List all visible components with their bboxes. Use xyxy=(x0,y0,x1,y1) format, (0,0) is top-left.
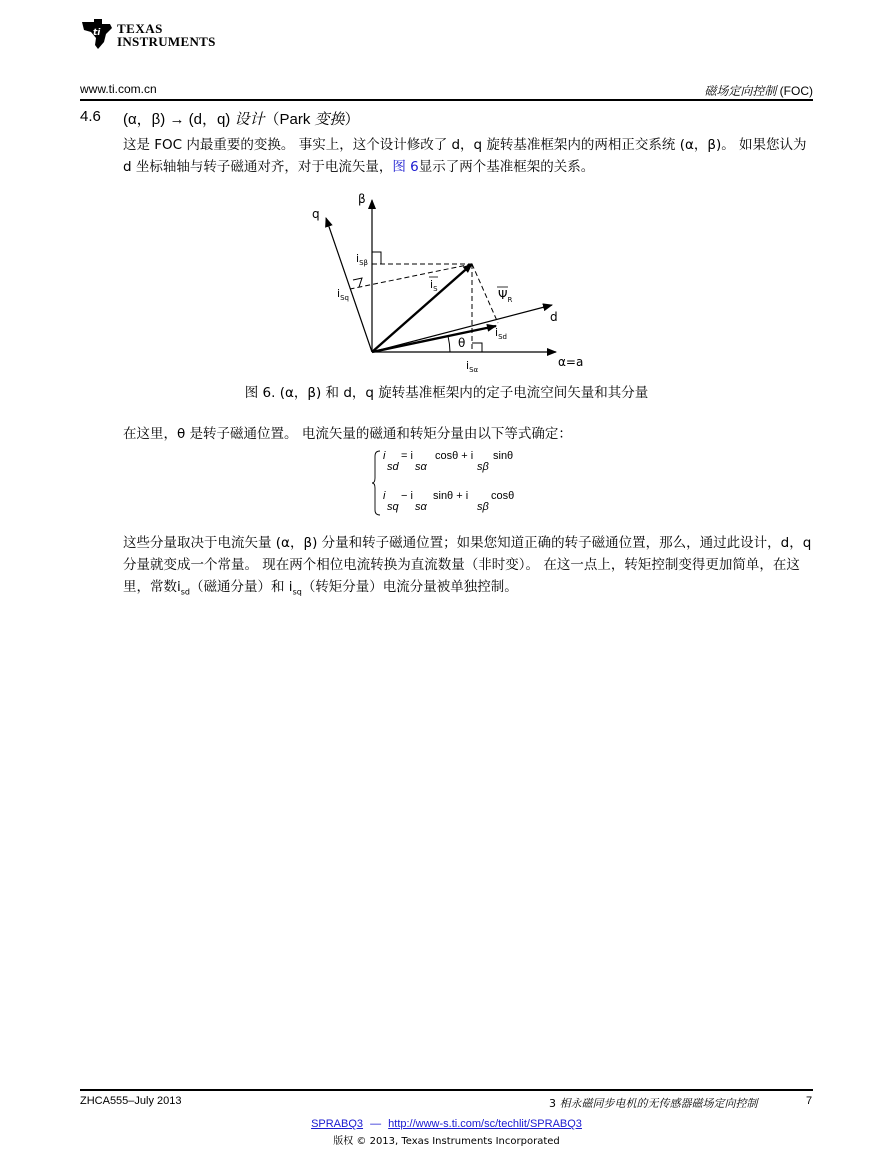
footer-rule xyxy=(80,1089,813,1091)
figure-link[interactable]: 图 6 xyxy=(392,159,419,175)
eq2-t1-fn: sinθ + i xyxy=(433,490,469,502)
equation-block xyxy=(371,448,571,520)
label-is: $i_S$ xyxy=(430,278,438,293)
paragraph-components-sub1: sd xyxy=(180,587,191,597)
paragraph-components-sub2: sq xyxy=(292,587,302,597)
equation-brace xyxy=(371,450,381,516)
footer-doc-title-num: 3 xyxy=(549,1097,556,1110)
header-url[interactable]: www.ti.com.cn xyxy=(80,82,157,96)
eq1-op: = i xyxy=(401,450,413,462)
right-angle-q xyxy=(353,278,362,287)
label-d: d xyxy=(550,310,558,324)
q-axis xyxy=(326,218,372,352)
equation-2 xyxy=(383,490,573,516)
header-rule xyxy=(80,99,813,101)
eq1-t1-fn: cosθ + i xyxy=(435,450,474,462)
section-title-italic: 设计 xyxy=(234,111,265,128)
paragraph-components-text2: （磁通分量）和 i xyxy=(190,579,293,595)
section-title-italic2: 变换 xyxy=(314,111,345,128)
label-q: q xyxy=(312,207,320,221)
figure-caption: 图 6. (α，β) 和 d，q 旋转基准框架内的定子电流空间矢量和其分量 xyxy=(244,385,649,401)
footer-doc-title xyxy=(549,1095,758,1111)
projection-d xyxy=(472,264,498,323)
paragraph-components xyxy=(123,532,813,604)
label-alpha: α=a xyxy=(558,355,584,369)
eq1-t2-sub: sβ xyxy=(477,461,489,473)
paragraph-intro-text-after: 显示了两个基准框架的关系。 xyxy=(418,159,595,175)
label-is-d: $i_{Sd}$ xyxy=(495,326,507,341)
section-title xyxy=(123,108,360,129)
right-angle-alpha xyxy=(472,343,482,352)
paragraph-intro xyxy=(123,134,813,178)
header-topic xyxy=(704,82,813,99)
logo-line2: INSTRUMENTS xyxy=(117,34,216,49)
footer-link-sprabq3[interactable]: SPRABQ3 xyxy=(311,1118,364,1130)
section-title-part1: (α，β) → (d，q) xyxy=(123,111,235,128)
footer-doc-id: ZHCA555–July 2013 xyxy=(80,1095,182,1107)
eq1-t2-fn: sinθ xyxy=(493,450,514,462)
eq2-lhs: i xyxy=(383,490,386,502)
section-number: 4.6 xyxy=(80,108,101,125)
section-title-part3: ） xyxy=(344,111,360,128)
theta-arc xyxy=(448,336,450,352)
eq2-op: − i xyxy=(401,490,413,502)
header-topic-italic: 磁场定向控制 xyxy=(704,84,777,98)
paragraph-components-text1: 这些分量取决于电流矢量 (α，β) 分量和转子磁通位置；如果您知道正确的转子磁通位置，那么，通过此设计，d，q 分量就变成一个常量。 现在两个相位电流转换为直流数量（非时变）。 在这一点上，转矩控制变得更加简单，在这里，常数i xyxy=(123,535,812,595)
label-beta: β xyxy=(358,192,366,206)
label-is-beta: $i_{S\beta}$ xyxy=(356,252,368,267)
eq1-lhs: i xyxy=(383,450,386,462)
header-topic-plain: (FOC) xyxy=(779,84,813,98)
equation-1 xyxy=(383,450,573,476)
section-title-part2: （Park xyxy=(264,111,315,128)
psi-r-vector xyxy=(372,326,496,352)
footer-page-number: 7 xyxy=(806,1095,813,1107)
right-angle-beta xyxy=(372,252,381,264)
label-psi: $\Psi_R$ xyxy=(498,288,513,304)
footer-copyright: 版权 © 2013, Texas Instruments Incorporated xyxy=(333,1136,560,1147)
footer-links xyxy=(0,1118,893,1130)
logo-line1: TEXAS xyxy=(117,21,163,36)
eq1-t1-sub: sα xyxy=(415,461,427,473)
label-is-q: $i_{Sq}$ xyxy=(337,287,349,302)
footer-link-url[interactable]: http://www-s.ti.com/sc/techlit/SPRABQ3 xyxy=(388,1118,582,1130)
eq2-t2-fn: cosθ xyxy=(491,490,515,502)
label-theta: θ xyxy=(458,336,466,350)
paragraph-components-text3: （转矩分量）电流分量被单独控制。 xyxy=(301,579,518,595)
eq2-t1-sub: sα xyxy=(415,501,427,513)
footer-doc-title-text: 相永磁同步电机的无传感器磁场定向控制 xyxy=(559,1097,758,1110)
footer-dash: — xyxy=(370,1118,382,1130)
projection-q xyxy=(350,264,472,289)
ti-logo-icon xyxy=(80,18,114,50)
eq2-lhs-sub: sq xyxy=(387,501,399,513)
eq1-lhs-sub: sd xyxy=(387,461,399,473)
svg-text:ti: ti xyxy=(93,28,101,38)
eq2-t2-sub: sβ xyxy=(477,501,489,513)
park-transform-diagram xyxy=(290,188,610,378)
paragraph-intro-text: 这是 FOC 内最重要的变换。 事实上，这个设计修改了 d，q 旋转基准框架内的两相正交系统 (α，β)。 如果您认为 d 坐标轴轴与转子磁通对齐，对于电流矢量， xyxy=(123,137,807,175)
ti-logo[interactable] xyxy=(80,18,220,52)
label-is-alpha: $i_{S\alpha}$ xyxy=(466,359,479,374)
paragraph-theta: 在这里，θ 是转子磁通位置。 电流矢量的磁通和转矩分量由以下等式确定： xyxy=(123,426,572,442)
